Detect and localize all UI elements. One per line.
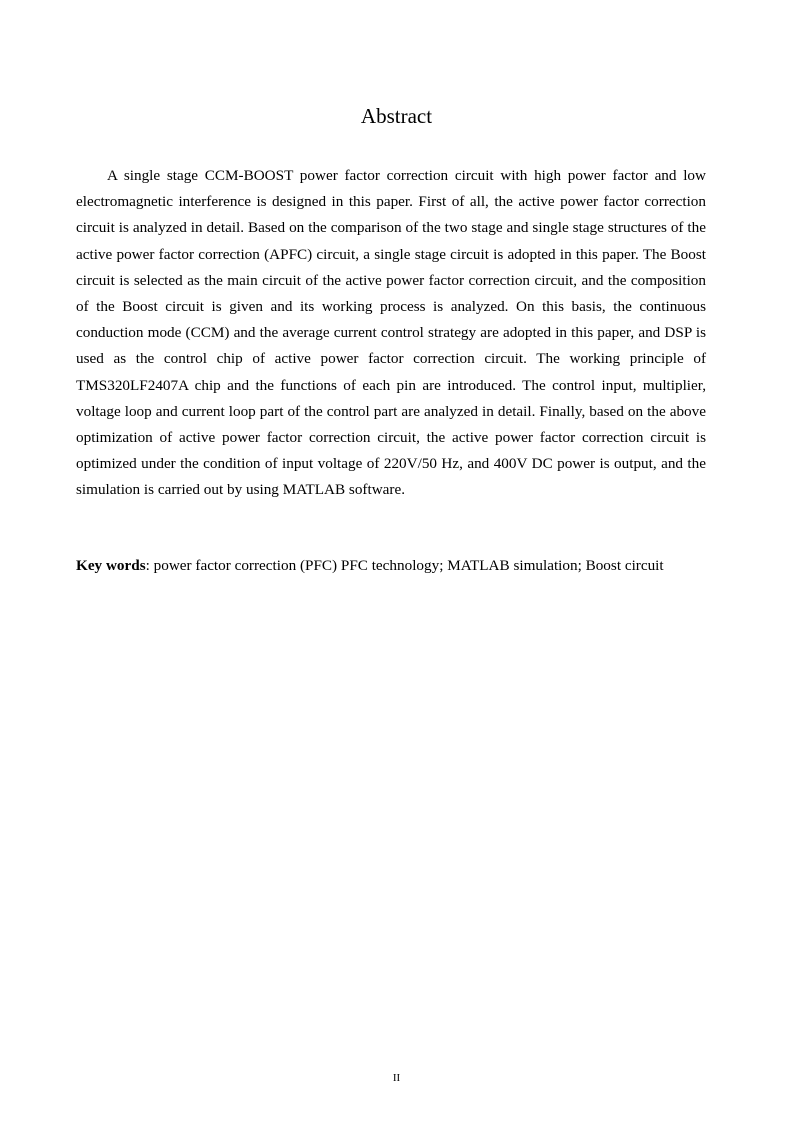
keywords-text: power factor correction (PFC) PFC technology; MATLAB simulation; Boost circuit xyxy=(153,557,664,574)
page-number: II xyxy=(392,1072,401,1084)
keywords-label: Key words xyxy=(76,557,146,574)
keywords-separator: : xyxy=(145,557,154,574)
keywords-line xyxy=(76,553,716,579)
abstract-title: Abstract xyxy=(360,104,433,128)
abstract-body: A single stage CCM-BOOST power factor correction circuit with high power factor and low electromagnetic interference is designed in this paper. First of all, the active power factor correction circuit is analyzed in detail. Based on the comparison of the two stage and single stage structures of the active power factor correction (APFC) circuit, a single stage circuit is adopted in this paper. The Boost circuit is selected as the main circuit of the active power factor correction circuit, and the composition of the Boost circuit is given and its working process is analyzed. On this basis, the continuous conduction mode (CCM) and the average current control strategy are adopted in this paper, and DSP is used as the control chip of active power factor correction circuit. The working principle of TMS320LF2407A chip and the functions of each pin are introduced. The control input, multiplier, voltage loop and current loop part of the control part are analyzed in detail. Finally, based on the above optimization of active power factor correction circuit, the active power factor correction circuit is optimized under the condition of input voltage of 220V/50 Hz, and 400V DC power is output, and the simulation is carried out by using MATLAB software. xyxy=(76,167,706,499)
